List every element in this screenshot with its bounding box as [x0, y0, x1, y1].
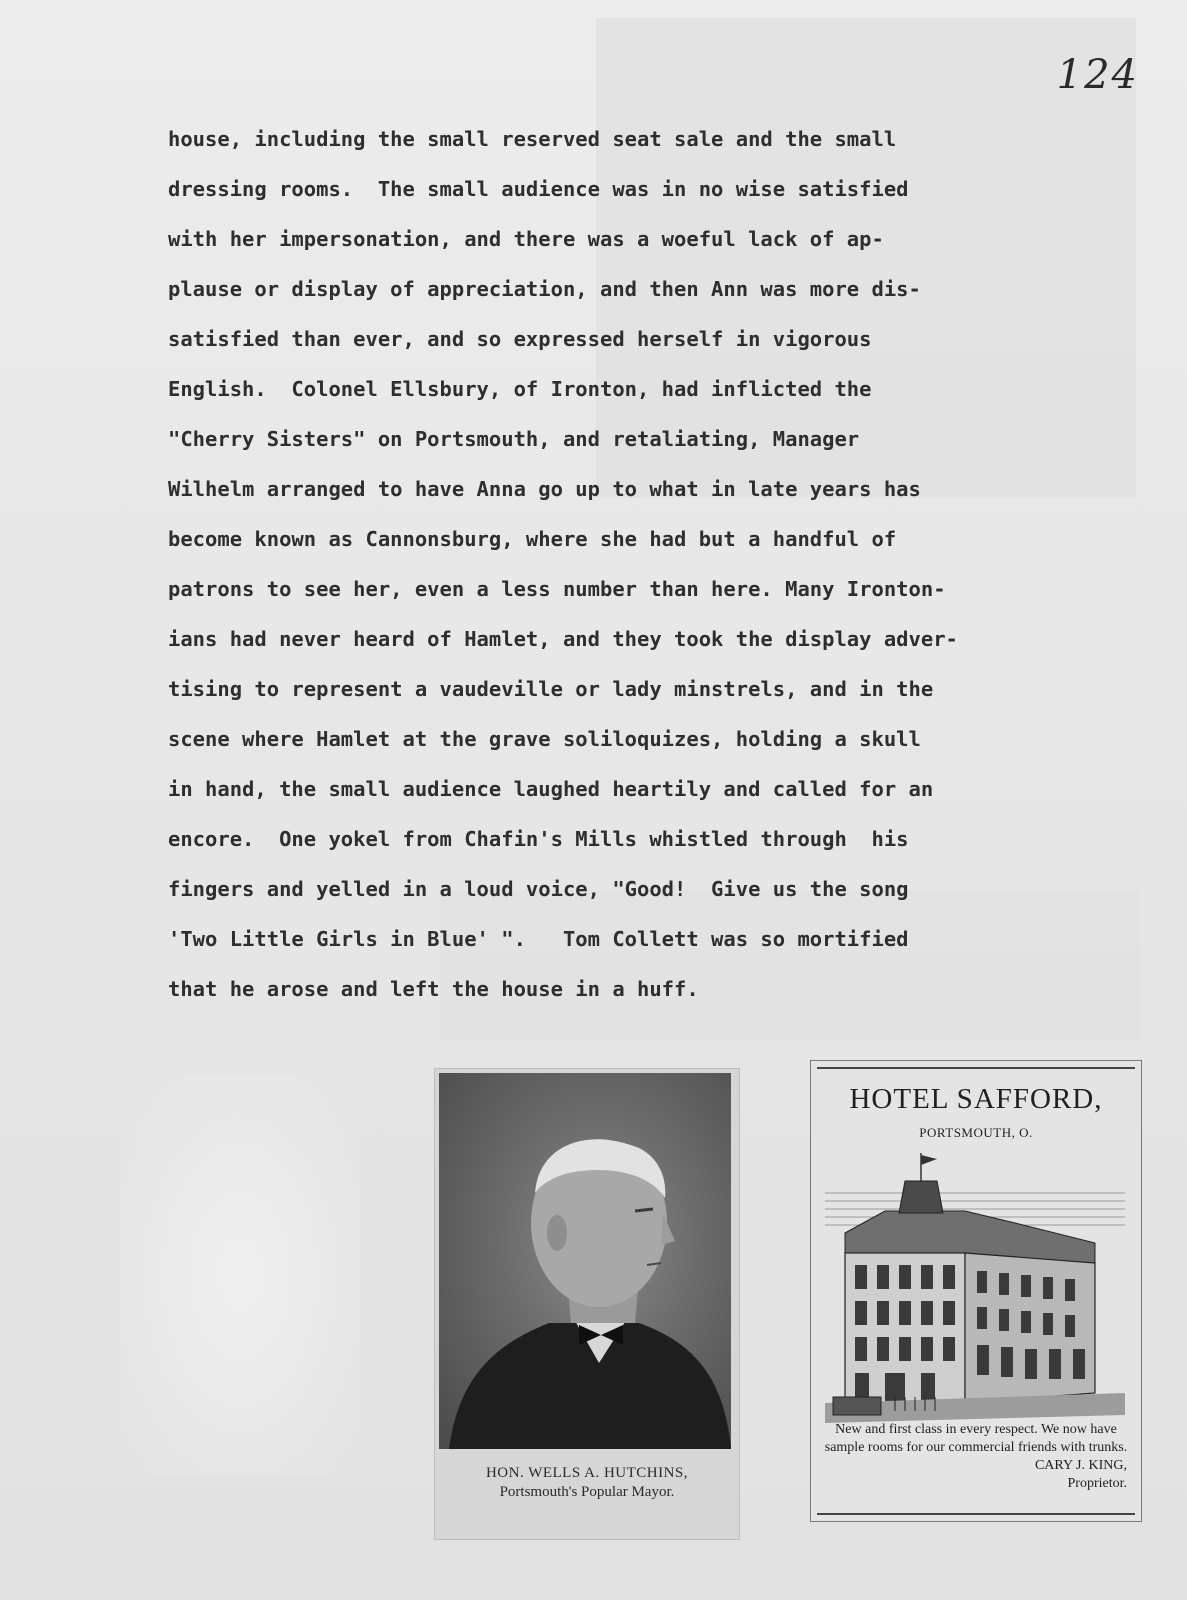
hotel-building-engraving [825, 1153, 1125, 1463]
typescript-line: with her impersonation, and there was a woeful lack of ap- [168, 227, 884, 251]
typescript-line: plause or display of appreciation, and then Ann was more dis- [168, 277, 921, 301]
typescript-line: patrons to see her, even a less number than here. Many Ironton- [168, 577, 946, 601]
portrait-photo [439, 1073, 731, 1449]
typescript-line: that he arose and left the house in a huff. [168, 977, 699, 1001]
typescript-line: 'Two Little Girls in Blue' ". Tom Collett was so mortified [168, 927, 909, 951]
typescript-line: English. Colonel Ellsbury, of Ironton, had inflicted the [168, 377, 872, 401]
page-number: 124 [1056, 52, 1139, 98]
typescript-line: ians had never heard of Hamlet, and they took the display adver- [168, 627, 958, 651]
ad-bottom-rule [817, 1513, 1135, 1515]
typescript-line: dressing rooms. The small audience was in no wise satisfied [168, 177, 909, 201]
typescript-line: fingers and yelled in a loud voice, "Good! Give us the song [168, 877, 909, 901]
typescript-line: scene where Hamlet at the grave soliloquizes, holding a skull [168, 727, 921, 751]
typescript-line: encore. One yokel from Chafin's Mills whistled through his [168, 827, 909, 851]
portrait-title: Portsmouth's Popular Mayor. [499, 1484, 675, 1500]
hotel-description: New and first class in every respect. We now have sample rooms for our commercial friends with trunks. [824, 1422, 1128, 1455]
typescript-line: become known as Cannonsburg, where she had but a handful of [168, 527, 897, 551]
hotel-city: PORTSMOUTH, O. [919, 1125, 1033, 1140]
torn-paper-residue [120, 1075, 360, 1475]
proprietor-name: CARY J. KING, [1034, 1458, 1127, 1473]
portrait-caption [435, 1465, 739, 1501]
hotel-advertisement [810, 1060, 1142, 1522]
proprietor-title: Proprietor. [1067, 1476, 1127, 1491]
typescript-line: "Cherry Sisters" on Portsmouth, and retaliating, Manager [168, 427, 860, 451]
typescript-line: house, including the small reserved seat sale and the small [168, 127, 897, 151]
typescript-body [168, 114, 1128, 1014]
typescript-line: in hand, the small audience laughed heartily and called for an [168, 777, 934, 801]
typescript-line: satisfied than ever, and so expressed herself in vigorous [168, 327, 872, 351]
typescript-line: Wilhelm arranged to have Anna go up to what in late years has [168, 477, 921, 501]
portrait-clipping [434, 1068, 740, 1540]
ad-top-rule [817, 1067, 1135, 1069]
hotel-signature [1035, 1457, 1127, 1493]
typescript-line: tising to represent a vaudeville or lady minstrels, and in the [168, 677, 934, 701]
hotel-name: HOTEL SAFFORD, [849, 1083, 1103, 1115]
portrait-name: HON. WELLS A. HUTCHINS, [485, 1465, 689, 1481]
portrait-figure [439, 1073, 731, 1449]
